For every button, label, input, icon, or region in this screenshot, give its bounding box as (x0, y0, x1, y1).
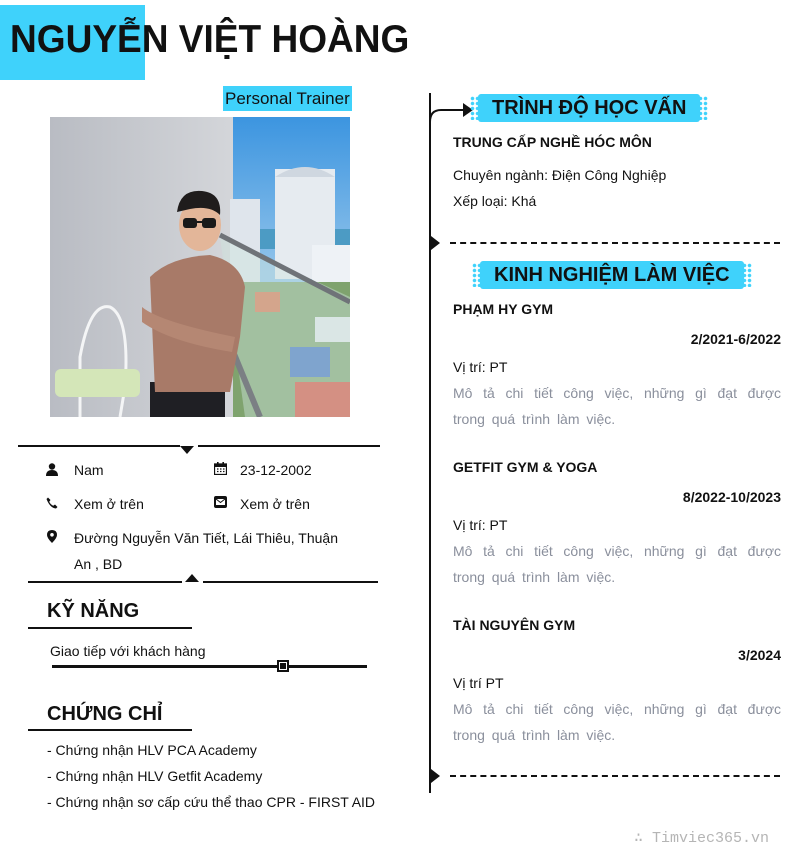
gender-value: Nam (74, 462, 104, 478)
envelope-icon (212, 494, 228, 510)
certificates-title: CHỨNG CHỈ (47, 703, 163, 725)
profile-photo (50, 117, 350, 417)
job-position: Personal Trainer (223, 86, 352, 111)
address-line-2: An , BD (74, 556, 123, 572)
education-title-badge (478, 91, 700, 125)
phone-icon (44, 495, 60, 511)
skill-level-track (52, 665, 367, 668)
experience-title-badge (480, 258, 744, 292)
divider-line (198, 445, 380, 447)
employment-date: 3/2024 (738, 647, 781, 663)
education-major: Chuyên ngành: Điện Công Nghiệp (453, 167, 667, 183)
employment-date: 2/2021-6/2022 (690, 331, 781, 347)
skill-level-knob (277, 660, 289, 672)
certificate-item: - Chứng nhận HLV PCA Academy (47, 742, 257, 758)
address-line-1: Đường Nguyễn Văn Tiết, Lái Thiêu, Thuận (74, 530, 338, 546)
company-name: TÀI NGUYÊN GYM (453, 617, 576, 633)
certificate-item: - Chứng nhận HLV Getfit Academy (47, 768, 263, 784)
experience-title: KINH NGHIỆM LÀM VIỆC (494, 263, 730, 286)
job-description: Mô tả chi tiết công việc, những gì đạt được trong quá trình làm việc. (453, 543, 781, 585)
job-role: Vị trí: PT (453, 517, 508, 533)
dashed-divider (450, 242, 780, 244)
job-role: Vị trí PT (453, 675, 504, 691)
skills-title: KỸ NĂNG (47, 600, 140, 622)
company-name: GETFIT GYM & YOGA (453, 459, 598, 475)
divider-line (203, 581, 378, 583)
job-description: Mô tả chi tiết công việc, những gì đạt được trong quá trình làm việc. (453, 701, 781, 743)
company-name: PHẠM HY GYM (453, 301, 554, 317)
timeline-line (429, 93, 431, 793)
certificates-underline (28, 729, 192, 731)
employment-date: 8/2022-10/2023 (682, 489, 781, 505)
timeline-marker-icon (431, 236, 440, 250)
school-name: TRUNG CẤP NGHỀ HÓC MÔN (453, 134, 652, 150)
education-title: TRÌNH ĐỘ HỌC VẤN (492, 96, 687, 119)
timeline-marker-icon (431, 769, 440, 783)
dashed-divider (450, 775, 780, 777)
certificate-item: - Chứng nhận sơ cấp cứu thể thao CPR - FIRST AID (47, 794, 376, 810)
divider-line (28, 581, 182, 583)
job-role: Vị trí: PT (453, 359, 508, 375)
calendar-icon (212, 460, 228, 476)
phone-value: Xem ở trên (74, 496, 144, 512)
watermark: ∴ Timviec365.vn (634, 830, 770, 847)
birthday-value: 23-12-2002 (240, 462, 312, 478)
skills-underline (28, 627, 192, 629)
candidate-name: NGUYỄN VIỆT HOÀNG (10, 18, 410, 61)
map-marker-icon (44, 528, 60, 544)
divider-line (18, 445, 180, 447)
user-icon (44, 461, 60, 477)
arrow-right-icon (429, 100, 474, 124)
education-grade: Xếp loại: Khá (453, 193, 537, 209)
job-description: Mô tả chi tiết công việc, những gì đạt được trong quá trình làm việc. (453, 385, 781, 427)
triangle-down-icon (180, 446, 194, 454)
skill-label: Giao tiếp với khách hàng (50, 643, 206, 659)
email-value: Xem ở trên (240, 496, 310, 512)
triangle-up-icon (185, 574, 199, 582)
